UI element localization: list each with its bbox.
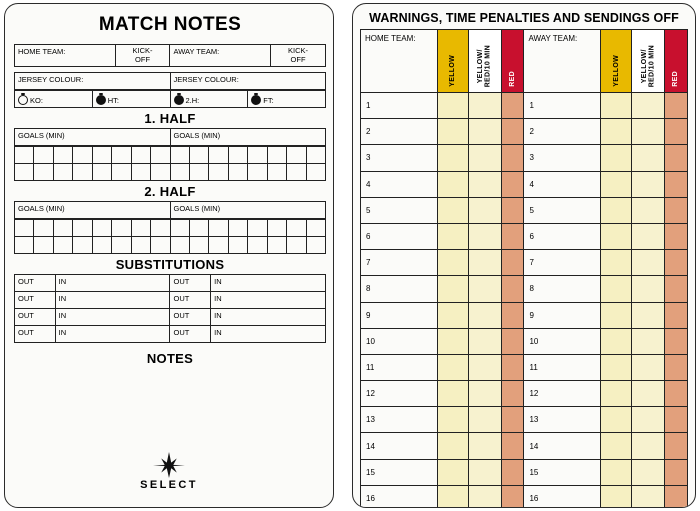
home-yellow-red-cell[interactable] xyxy=(468,302,501,328)
home-yellow-cell[interactable] xyxy=(437,328,468,354)
home-jersey-field[interactable]: JERSEY COLOUR: xyxy=(15,73,171,90)
goal-min-cell[interactable] xyxy=(209,220,228,237)
goal-min-cell[interactable] xyxy=(228,147,247,164)
home-goals-min-label: GOALS (MIN) xyxy=(15,202,171,219)
home-row-number: 8 xyxy=(361,276,438,302)
home-yellow-cell[interactable] xyxy=(437,145,468,171)
away-yellow-red-cell[interactable] xyxy=(632,433,665,459)
match-notes-card xyxy=(4,3,334,508)
away-row-number: 4 xyxy=(524,171,601,197)
goal-min-cell[interactable] xyxy=(248,220,267,237)
goal-min-cell[interactable] xyxy=(15,164,34,181)
goal-min-cell[interactable] xyxy=(189,237,208,254)
away-red-cell[interactable] xyxy=(665,354,688,380)
home-red-header: RED xyxy=(501,30,524,93)
goal-min-cell[interactable] xyxy=(170,220,189,237)
home-row-number: 16 xyxy=(361,485,438,508)
goal-min-cell[interactable] xyxy=(170,164,189,181)
goal-min-cell[interactable] xyxy=(112,237,131,254)
home-yellow-red-cell[interactable] xyxy=(468,407,501,433)
select-star-icon xyxy=(152,452,186,478)
home-red-cell[interactable] xyxy=(501,485,524,508)
away-red-cell[interactable] xyxy=(665,381,688,407)
away-yellow-red-cell[interactable] xyxy=(632,93,665,119)
home-yellow-red-cell[interactable] xyxy=(468,145,501,171)
away-red-cell[interactable] xyxy=(665,145,688,171)
warnings-title: WARNINGS, TIME PENALTIES AND SENDINGS OFF xyxy=(369,11,679,25)
home-yellow-red-cell[interactable] xyxy=(468,485,501,508)
sub-in-label[interactable]: IN xyxy=(211,292,326,309)
table-row xyxy=(361,119,688,145)
goal-min-cell[interactable] xyxy=(267,164,286,181)
sub-out-label: OUT xyxy=(15,309,56,326)
jersey-table xyxy=(14,72,326,90)
warnings-content xyxy=(360,29,688,503)
home-row-number: 9 xyxy=(361,302,438,328)
home-row-number: 7 xyxy=(361,250,438,276)
goal-min-cell[interactable] xyxy=(228,164,247,181)
table-row xyxy=(361,354,688,380)
home-red-cell[interactable] xyxy=(501,119,524,145)
home-row-number: 3 xyxy=(361,145,438,171)
away-yellow-red-cell[interactable] xyxy=(632,171,665,197)
home-yellow-red-cell[interactable] xyxy=(468,276,501,302)
home-yellow-cell[interactable] xyxy=(437,381,468,407)
away-yellow-red-cell[interactable] xyxy=(632,223,665,249)
goal-min-cell[interactable] xyxy=(267,147,286,164)
home-row-number: 10 xyxy=(361,328,438,354)
home-team-header[interactable]: HOME TEAM: xyxy=(361,30,438,93)
away-red-cell[interactable] xyxy=(665,171,688,197)
goal-min-cell[interactable] xyxy=(53,164,72,181)
away-yellow-cell[interactable] xyxy=(601,485,632,508)
home-goals-min-label: GOALS (MIN) xyxy=(15,129,171,146)
away-row-number: 10 xyxy=(524,328,601,354)
home-row-number: 6 xyxy=(361,223,438,249)
home-yellow-red-cell[interactable] xyxy=(468,93,501,119)
away-yellow-cell[interactable] xyxy=(601,459,632,485)
home-yellow-red-cell[interactable] xyxy=(468,354,501,380)
first-half-title: 1. HALF xyxy=(144,111,196,127)
goal-min-cell[interactable] xyxy=(92,164,111,181)
away-red-header: RED xyxy=(665,30,688,93)
goal-min-cell[interactable] xyxy=(306,220,325,237)
table-row xyxy=(361,276,688,302)
goal-min-cell[interactable] xyxy=(228,237,247,254)
home-red-cell[interactable] xyxy=(501,276,524,302)
away-yellow-cell[interactable] xyxy=(601,433,632,459)
away-yellow-red-cell[interactable] xyxy=(632,276,665,302)
home-yellow-cell[interactable] xyxy=(437,485,468,508)
table-row xyxy=(361,433,688,459)
home-red-cell[interactable] xyxy=(501,171,524,197)
goal-min-cell[interactable] xyxy=(131,147,150,164)
home-yellow-red-cell[interactable] xyxy=(468,197,501,223)
goal-min-cell[interactable] xyxy=(131,220,150,237)
home-yellow-red-cell[interactable] xyxy=(468,119,501,145)
home-yellow-cell[interactable] xyxy=(437,433,468,459)
home-red-cell[interactable] xyxy=(501,354,524,380)
table-row xyxy=(361,302,688,328)
second-half-goals-header xyxy=(14,201,326,219)
away-row-number: 7 xyxy=(524,250,601,276)
home-row-number: 15 xyxy=(361,459,438,485)
goal-min-cell[interactable] xyxy=(248,164,267,181)
goal-min-cell[interactable] xyxy=(92,220,111,237)
select-logo-text: SELECT xyxy=(140,479,198,491)
goal-min-cell[interactable] xyxy=(15,220,34,237)
goal-min-cell[interactable] xyxy=(189,220,208,237)
away-red-cell[interactable] xyxy=(665,302,688,328)
home-red-cell[interactable] xyxy=(501,302,524,328)
away-kickoff-label: KICK- OFF xyxy=(271,45,326,67)
table-row xyxy=(361,223,688,249)
first-half-goals-header xyxy=(14,128,326,146)
table-row xyxy=(361,407,688,433)
away-yellow-cell[interactable] xyxy=(601,250,632,276)
goal-min-cell[interactable] xyxy=(15,237,34,254)
goal-min-cell[interactable] xyxy=(151,220,170,237)
match-notes-title: MATCH NOTES xyxy=(98,14,242,35)
goal-min-cell[interactable] xyxy=(151,164,170,181)
goal-min-cell[interactable] xyxy=(53,147,72,164)
away-red-cell[interactable] xyxy=(665,433,688,459)
home-yellow-cell[interactable] xyxy=(437,197,468,223)
home-red-cell[interactable] xyxy=(501,250,524,276)
away-yellow-red-header: YELLOW/ RED/10 MIN xyxy=(632,30,665,93)
goal-min-cell[interactable] xyxy=(92,237,111,254)
notes-title: NOTES xyxy=(146,351,194,367)
away-yellow-cell[interactable] xyxy=(601,328,632,354)
home-yellow-red-cell[interactable] xyxy=(468,328,501,354)
sub-in-label[interactable]: IN xyxy=(55,309,170,326)
away-yellow-cell[interactable] xyxy=(601,119,632,145)
goal-min-cell[interactable] xyxy=(267,237,286,254)
away-yellow-cell[interactable] xyxy=(601,197,632,223)
sub-in-label[interactable]: IN xyxy=(55,275,170,292)
table-row xyxy=(361,145,688,171)
away-row-number: 2 xyxy=(524,119,601,145)
goal-min-cell[interactable] xyxy=(189,147,208,164)
home-red-cell[interactable] xyxy=(501,407,524,433)
table-row xyxy=(361,485,688,508)
substitutions-table xyxy=(14,274,326,343)
goal-min-cell[interactable] xyxy=(34,147,53,164)
sub-out-label: OUT xyxy=(170,275,211,292)
warnings-header-row xyxy=(361,30,688,93)
home-yellow-red-header: YELLOW/ RED/10 MIN xyxy=(468,30,501,93)
table-row xyxy=(361,381,688,407)
goal-min-cell[interactable] xyxy=(34,237,53,254)
away-red-cell[interactable] xyxy=(665,223,688,249)
goal-min-cell[interactable] xyxy=(306,237,325,254)
goal-min-cell[interactable] xyxy=(151,147,170,164)
goal-min-cell[interactable] xyxy=(306,164,325,181)
away-row-number: 8 xyxy=(524,276,601,302)
goal-min-cell[interactable] xyxy=(112,164,131,181)
away-yellow-red-cell[interactable] xyxy=(632,119,665,145)
away-red-cell[interactable] xyxy=(665,93,688,119)
away-yellow-red-cell[interactable] xyxy=(632,302,665,328)
home-yellow-red-cell[interactable] xyxy=(468,223,501,249)
home-row-number: 2 xyxy=(361,119,438,145)
home-red-cell[interactable] xyxy=(501,93,524,119)
home-yellow-cell[interactable] xyxy=(437,302,468,328)
stopwatch-icon xyxy=(18,95,28,105)
home-yellow-red-cell[interactable] xyxy=(468,171,501,197)
home-red-cell[interactable] xyxy=(501,145,524,171)
home-yellow-red-cell[interactable] xyxy=(468,433,501,459)
away-red-cell[interactable] xyxy=(665,459,688,485)
home-red-cell[interactable] xyxy=(501,433,524,459)
sub-in-label[interactable]: IN xyxy=(55,292,170,309)
away-goals-min-label: GOALS (MIN) xyxy=(170,129,326,146)
times-table xyxy=(14,90,326,108)
goal-min-cell[interactable] xyxy=(248,237,267,254)
substitutions-title: SUBSTITUTIONS xyxy=(115,257,225,273)
away-yellow-red-cell[interactable] xyxy=(632,145,665,171)
home-row-number: 4 xyxy=(361,171,438,197)
home-row-number: 12 xyxy=(361,381,438,407)
goal-min-cell[interactable] xyxy=(73,147,92,164)
away-red-cell[interactable] xyxy=(665,250,688,276)
sub-in-label[interactable]: IN xyxy=(211,326,326,343)
away-row-number: 14 xyxy=(524,433,601,459)
away-red-cell[interactable] xyxy=(665,328,688,354)
goal-min-cell[interactable] xyxy=(248,147,267,164)
home-yellow-cell[interactable] xyxy=(437,171,468,197)
away-row-number: 3 xyxy=(524,145,601,171)
away-row-number: 9 xyxy=(524,302,601,328)
goal-min-cell[interactable] xyxy=(287,147,306,164)
away-row-number: 1 xyxy=(524,93,601,119)
away-yellow-cell[interactable] xyxy=(601,93,632,119)
home-yellow-red-cell[interactable] xyxy=(468,459,501,485)
ft-time-field[interactable]: FT: xyxy=(248,91,326,108)
away-team-header[interactable]: AWAY TEAM: xyxy=(524,30,601,93)
away-row-number: 12 xyxy=(524,381,601,407)
home-row-number: 14 xyxy=(361,433,438,459)
goal-min-cell[interactable] xyxy=(112,147,131,164)
home-yellow-cell[interactable] xyxy=(437,276,468,302)
select-logo xyxy=(5,452,333,491)
goal-min-cell[interactable] xyxy=(306,147,325,164)
away-row-number: 13 xyxy=(524,407,601,433)
away-jersey-field[interactable]: JERSEY COLOUR: xyxy=(170,73,326,90)
goal-min-cell[interactable] xyxy=(34,220,53,237)
ko-time-field[interactable]: KO: xyxy=(15,91,93,108)
away-yellow-cell[interactable] xyxy=(601,223,632,249)
goal-min-cell[interactable] xyxy=(189,164,208,181)
home-kickoff-label: KICK- OFF xyxy=(115,45,170,67)
table-row xyxy=(361,197,688,223)
goal-min-cell[interactable] xyxy=(209,237,228,254)
away-yellow-red-cell[interactable] xyxy=(632,485,665,508)
home-red-cell[interactable] xyxy=(501,223,524,249)
table-row xyxy=(361,250,688,276)
goal-min-cell[interactable] xyxy=(53,220,72,237)
first-half-goals-grid xyxy=(14,146,326,181)
second-half-title: 2. HALF xyxy=(144,184,196,200)
away-red-cell[interactable] xyxy=(665,276,688,302)
goal-min-cell[interactable] xyxy=(287,220,306,237)
away-yellow-red-cell[interactable] xyxy=(632,381,665,407)
stopwatch-icon xyxy=(251,95,261,105)
goal-min-cell[interactable] xyxy=(151,237,170,254)
away-red-cell[interactable] xyxy=(665,485,688,508)
away-yellow-cell[interactable] xyxy=(601,145,632,171)
sub-in-label[interactable]: IN xyxy=(211,275,326,292)
home-red-cell[interactable] xyxy=(501,328,524,354)
goal-min-cell[interactable] xyxy=(73,220,92,237)
home-red-cell[interactable] xyxy=(501,381,524,407)
warnings-body xyxy=(361,93,688,509)
table-row xyxy=(361,171,688,197)
away-red-cell[interactable] xyxy=(665,119,688,145)
goal-min-cell[interactable] xyxy=(170,237,189,254)
home-yellow-cell[interactable] xyxy=(437,223,468,249)
away-yellow-cell[interactable] xyxy=(601,276,632,302)
away-yellow-cell[interactable] xyxy=(601,407,632,433)
goal-min-cell[interactable] xyxy=(73,164,92,181)
sub-out-label: OUT xyxy=(170,309,211,326)
away-yellow-cell[interactable] xyxy=(601,171,632,197)
home-yellow-red-cell[interactable] xyxy=(468,381,501,407)
goal-min-cell[interactable] xyxy=(34,164,53,181)
home-row-number: 13 xyxy=(361,407,438,433)
home-yellow-cell[interactable] xyxy=(437,459,468,485)
away-row-number: 11 xyxy=(524,354,601,380)
goal-min-cell[interactable] xyxy=(131,164,150,181)
table-row xyxy=(361,459,688,485)
away-yellow-red-cell[interactable] xyxy=(632,407,665,433)
goal-min-cell[interactable] xyxy=(209,147,228,164)
away-red-cell[interactable] xyxy=(665,407,688,433)
home-red-cell[interactable] xyxy=(501,197,524,223)
away-yellow-red-cell[interactable] xyxy=(632,459,665,485)
sub-out-label: OUT xyxy=(15,292,56,309)
home-yellow-cell[interactable] xyxy=(437,250,468,276)
goal-min-cell[interactable] xyxy=(131,237,150,254)
home-yellow-red-cell[interactable] xyxy=(468,250,501,276)
away-yellow-cell[interactable] xyxy=(601,302,632,328)
home-yellow-header: YELLOW xyxy=(437,30,468,93)
goal-min-cell[interactable] xyxy=(73,237,92,254)
away-row-number: 6 xyxy=(524,223,601,249)
sub-out-label: OUT xyxy=(15,275,56,292)
match-notes-content xyxy=(14,10,326,366)
goal-min-cell[interactable] xyxy=(170,147,189,164)
home-row-number: 11 xyxy=(361,354,438,380)
table-row xyxy=(361,93,688,119)
home-yellow-cell[interactable] xyxy=(437,354,468,380)
home-yellow-cell[interactable] xyxy=(437,407,468,433)
teams-table xyxy=(14,44,326,67)
goal-min-cell[interactable] xyxy=(92,147,111,164)
goal-min-cell[interactable] xyxy=(228,220,247,237)
sub-in-label[interactable]: IN xyxy=(211,309,326,326)
table-row xyxy=(361,328,688,354)
away-yellow-cell[interactable] xyxy=(601,354,632,380)
home-row-number: 5 xyxy=(361,197,438,223)
sub-in-label[interactable]: IN xyxy=(55,326,170,343)
sub-out-label: OUT xyxy=(170,292,211,309)
away-row-number: 5 xyxy=(524,197,601,223)
stopwatch-icon xyxy=(174,95,184,105)
away-row-number: 16 xyxy=(524,485,601,508)
goal-min-cell[interactable] xyxy=(287,164,306,181)
goal-min-cell[interactable] xyxy=(15,147,34,164)
home-yellow-cell[interactable] xyxy=(437,93,468,119)
sub-out-label: OUT xyxy=(170,326,211,343)
ht-time-field[interactable]: HT: xyxy=(92,91,170,108)
stopwatch-icon xyxy=(96,95,106,105)
goal-min-cell[interactable] xyxy=(53,237,72,254)
goal-min-cell[interactable] xyxy=(267,220,286,237)
warnings-card xyxy=(352,3,696,508)
second-half-goals-grid xyxy=(14,219,326,254)
goal-min-cell[interactable] xyxy=(209,164,228,181)
warnings-table xyxy=(360,29,688,508)
home-team-field[interactable]: HOME TEAM: xyxy=(15,45,116,67)
away-row-number: 15 xyxy=(524,459,601,485)
home-row-number: 1 xyxy=(361,93,438,119)
goal-min-cell[interactable] xyxy=(112,220,131,237)
home-red-cell[interactable] xyxy=(501,459,524,485)
away-team-field[interactable]: AWAY TEAM: xyxy=(170,45,271,67)
away-yellow-red-cell[interactable] xyxy=(632,354,665,380)
away-red-cell[interactable] xyxy=(665,197,688,223)
away-yellow-red-cell[interactable] xyxy=(632,328,665,354)
away-yellow-red-cell[interactable] xyxy=(632,197,665,223)
sub-out-label: OUT xyxy=(15,326,56,343)
home-yellow-cell[interactable] xyxy=(437,119,468,145)
second-half-time-field[interactable]: 2.H: xyxy=(170,91,248,108)
away-yellow-red-cell[interactable] xyxy=(632,250,665,276)
away-yellow-cell[interactable] xyxy=(601,381,632,407)
goal-min-cell[interactable] xyxy=(287,237,306,254)
away-yellow-header: YELLOW xyxy=(601,30,632,93)
away-goals-min-label: GOALS (MIN) xyxy=(170,202,326,219)
